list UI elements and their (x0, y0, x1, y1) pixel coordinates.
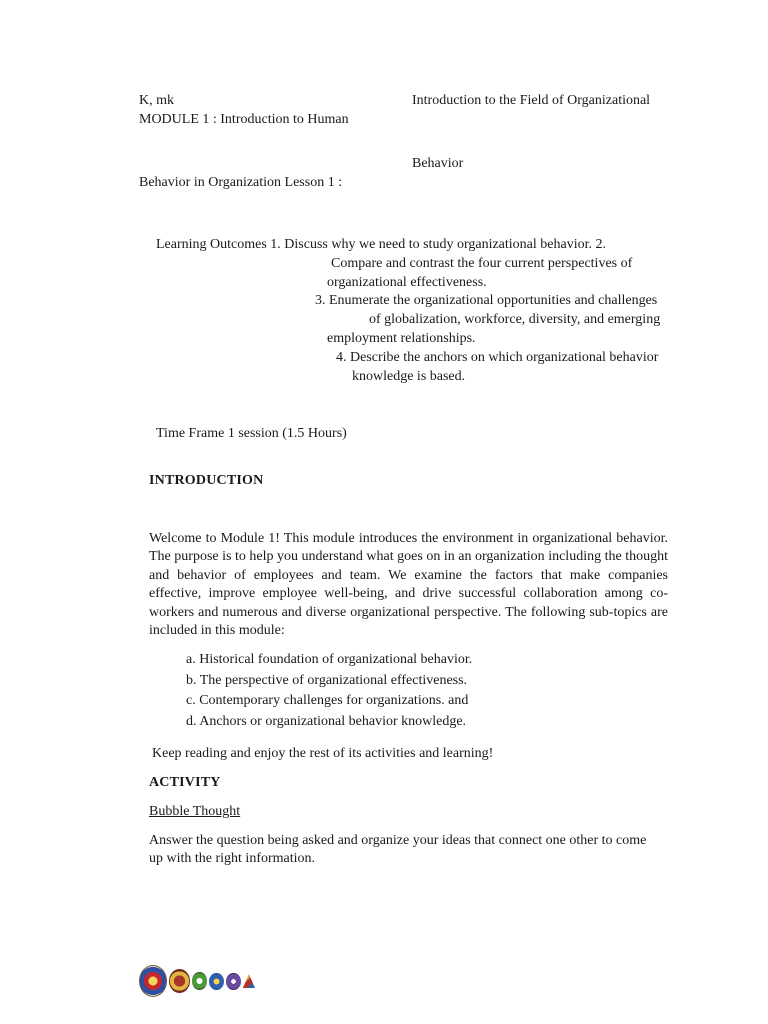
outcome-line: Compare and contrast the four current perspectives of (331, 256, 633, 271)
green-seal-icon (192, 972, 208, 990)
list-item: b. The perspective of organizational effectiveness. (186, 672, 468, 688)
outcome-line: 3. Enumerate the organizational opportunities and challenges (315, 293, 658, 308)
flag-emblem-icon (243, 974, 255, 988)
lesson-label: Behavior in Organization Lesson 1 : (139, 175, 343, 190)
activity-instructions (149, 832, 659, 869)
introduction-paragraph (149, 530, 668, 640)
introduction-text: Welcome to Module 1! This module introduces the environment in organizational behavior. The purpose is to help you understand what goes on in an organization including the thought and behavior of employees and team. We examine the factors that make companies effective, improve employee well-being, and drive successful collaboration among co-workers and numerous and diverse organizational perspective. The following sub-topics are included in this module: (149, 531, 668, 639)
closing-text: Keep reading and enjoy the rest of its activities and learning! (152, 746, 494, 761)
outcome-line: of globalization, workforce, diversity, and emerging (369, 312, 661, 327)
module-title: MODULE 1 : Introduction to Human (139, 112, 349, 127)
introduction-heading: INTRODUCTION (149, 473, 264, 488)
footer-logos (139, 964, 255, 998)
outcome-line: organizational effectiveness. (327, 275, 487, 290)
author-name: K, mk (139, 93, 174, 108)
lesson-title-continued: Behavior (412, 156, 464, 171)
activity-title: Bubble Thought (149, 804, 241, 819)
list-item: a. Historical foundation of organizational behavior. (186, 652, 473, 667)
list-item: c. Contemporary challenges for organizations. and (186, 693, 469, 708)
activity-heading: ACTIVITY (149, 775, 221, 790)
outcome-line: employment relationships. (327, 331, 476, 346)
college-seal-icon (169, 969, 190, 993)
activity-instructions-text: Answer the question being asked and organize your ideas that connect one other to come up with the right information. (149, 833, 647, 867)
outcome-line: 4. Describe the anchors on which organizational behavior (336, 350, 659, 365)
outcome-line: knowledge is based. (352, 369, 466, 384)
lesson-title: Introduction to the Field of Organizational (412, 93, 651, 108)
purple-seal-icon (226, 973, 241, 990)
blue-seal-icon (209, 973, 224, 990)
time-frame: Time Frame 1 session (1.5 Hours) (156, 426, 347, 441)
subtopics-list (186, 650, 472, 732)
university-seal-icon (139, 965, 167, 997)
list-item: d. Anchors or organizational behavior knowledge. (186, 713, 467, 729)
outcome-line: Learning Outcomes 1. Discuss why we need to study organizational behavior. 2. (156, 237, 606, 252)
